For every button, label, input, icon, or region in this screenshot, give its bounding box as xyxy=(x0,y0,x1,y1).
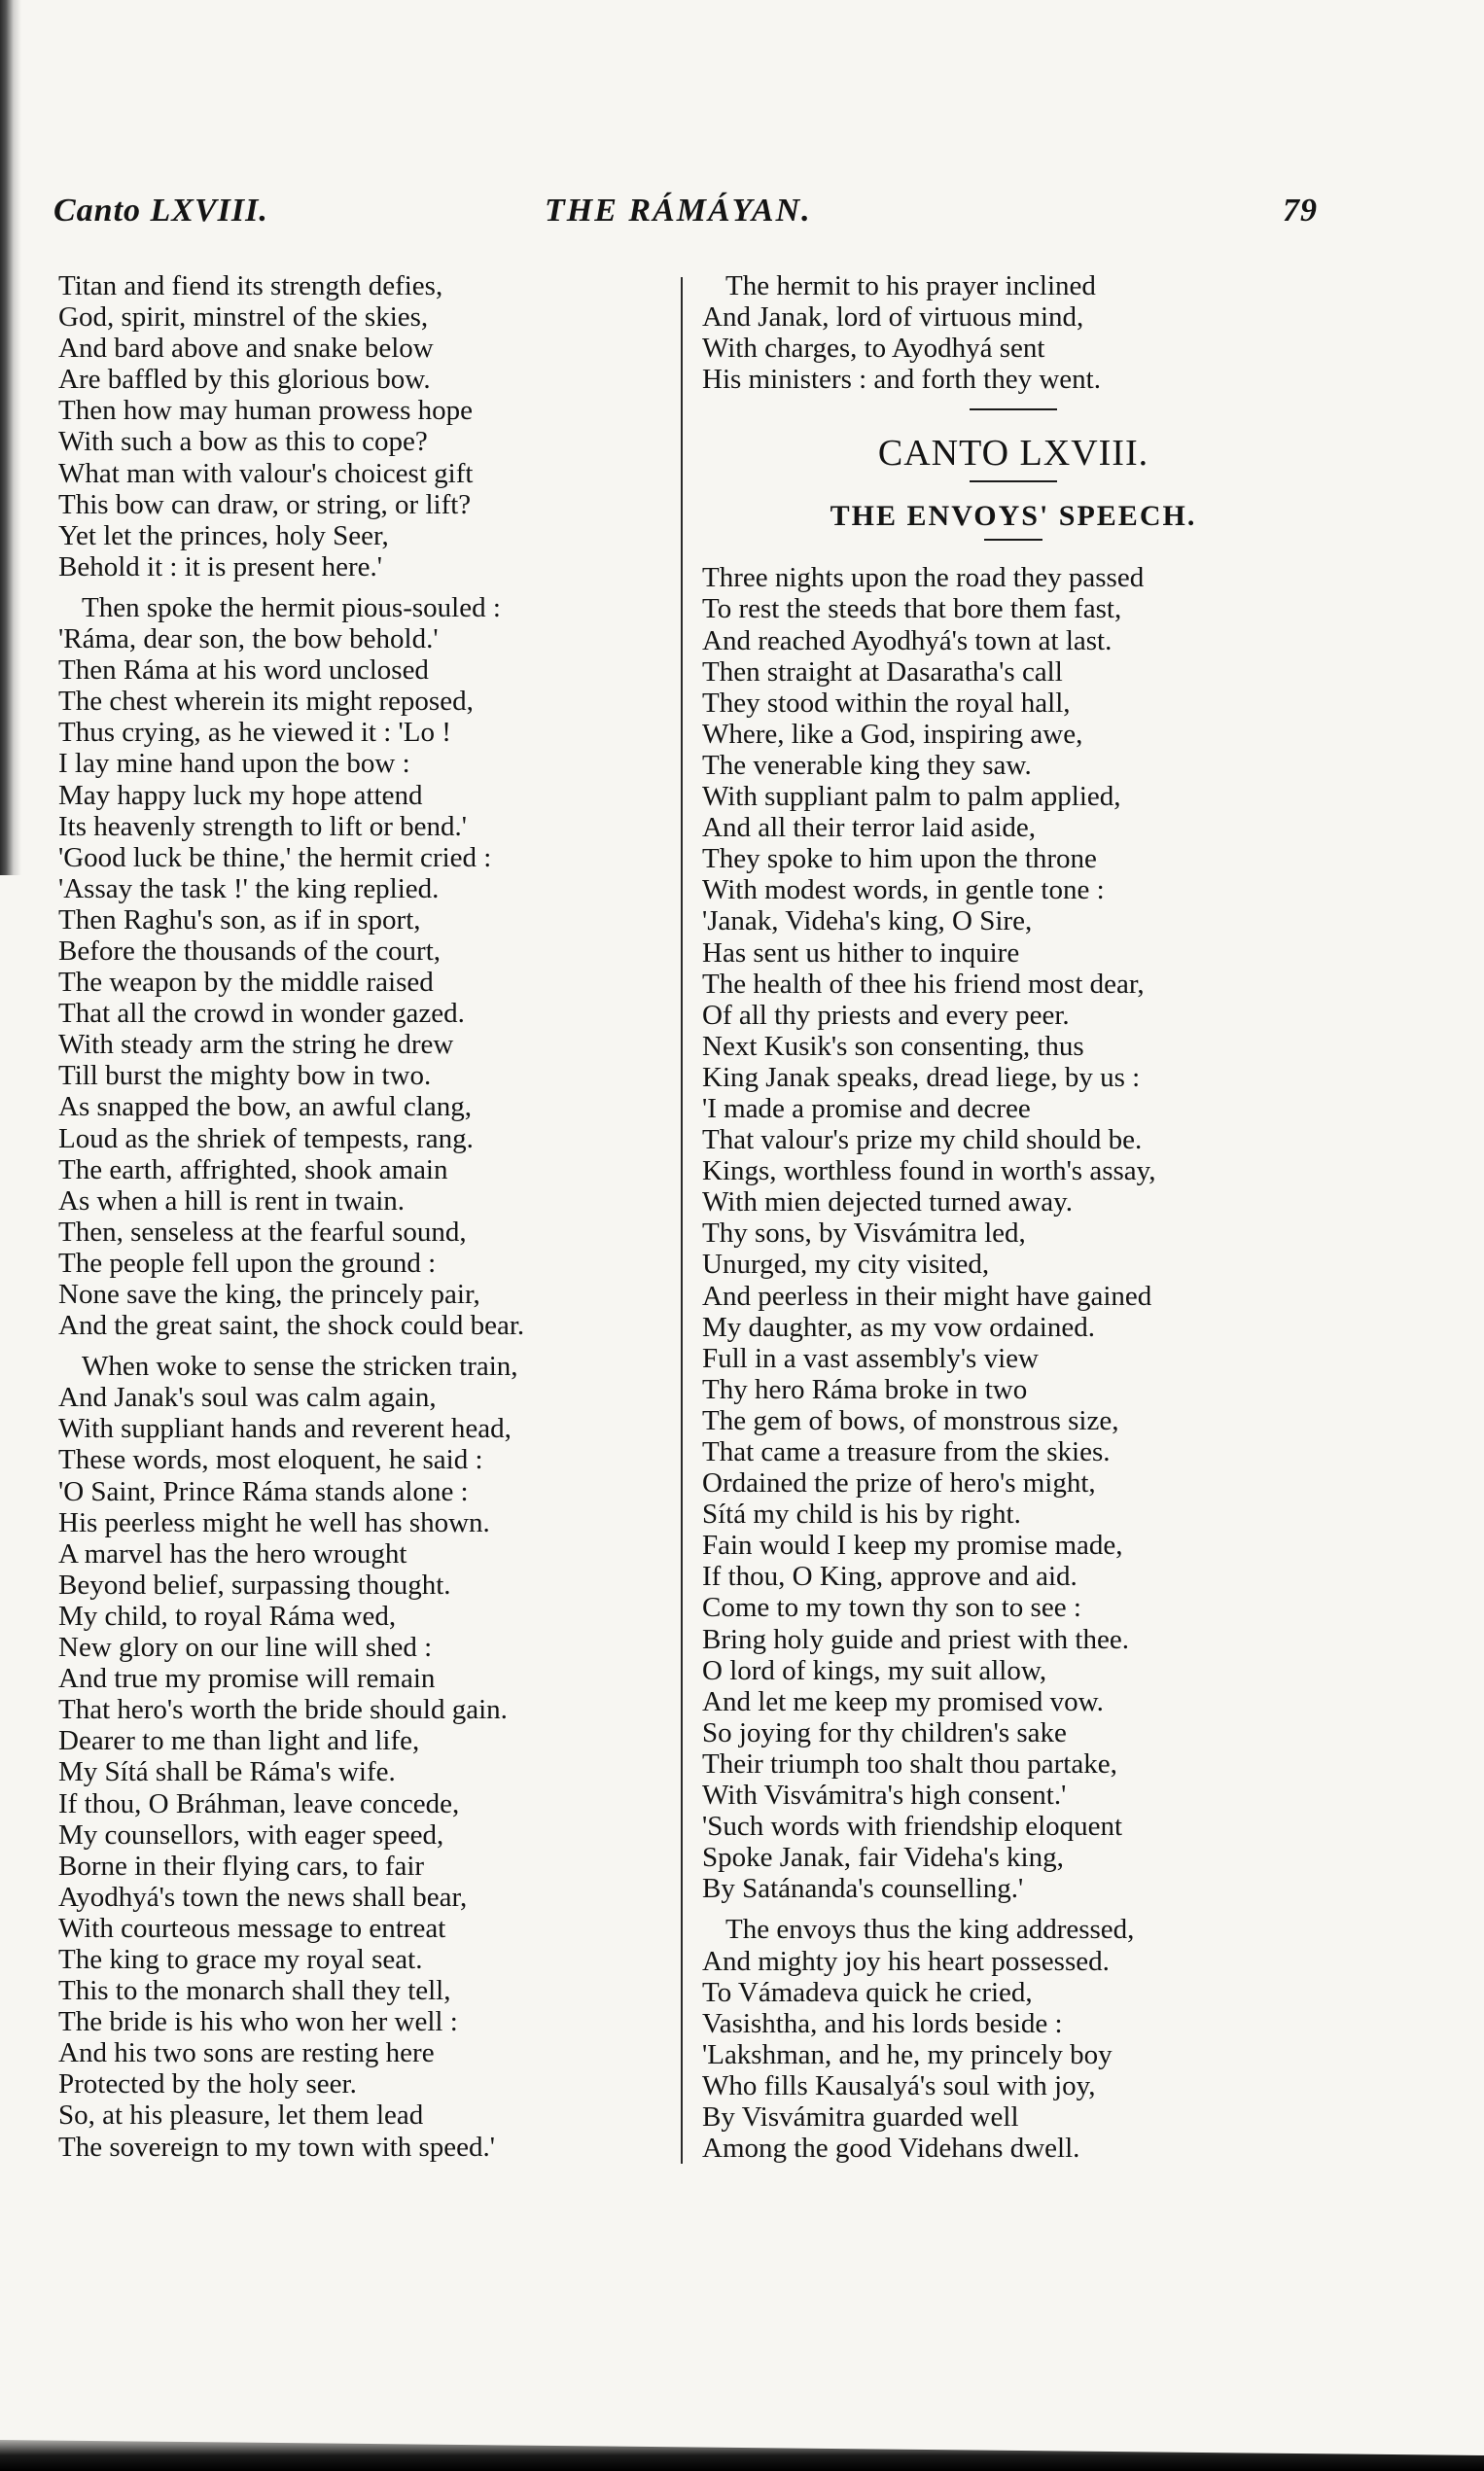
rule xyxy=(984,539,1042,541)
verse-line: God, spirit, minstrel of the skies, xyxy=(58,301,429,334)
verse-line: My Sítá shall be Ráma's wife. xyxy=(58,1756,396,1788)
verse-line: If thou, O King, approve and aid. xyxy=(702,1561,1078,1593)
verse-line: Are baffled by this glorious bow. xyxy=(58,364,431,396)
verse-line: Unurged, my city visited, xyxy=(702,1249,990,1281)
stanza xyxy=(58,1351,690,2162)
verse-line: And mighty joy his heart possessed. xyxy=(702,1945,1110,1977)
verse-line: That came a treasure from the skies. xyxy=(702,1436,1111,1467)
left-column xyxy=(58,270,690,2163)
verse-line: King Janak speaks, dread liege, by us : xyxy=(702,1061,1141,1093)
rule xyxy=(970,480,1057,482)
verse-line: The earth, affrighted, shook amain xyxy=(58,1153,448,1185)
verse-line: Till burst the mighty bow in two. xyxy=(58,1060,432,1092)
verse-line: Then Ráma at his word unclosed xyxy=(58,654,429,687)
verse-line: And true my promise will remain xyxy=(58,1663,436,1695)
verse-line: May happy luck my hope attend xyxy=(58,779,423,811)
verse-line: The venerable king they saw. xyxy=(702,749,1032,781)
stanza xyxy=(702,562,1325,1904)
stanza xyxy=(58,592,690,1341)
verse-line: This to the monarch shall they tell, xyxy=(58,1975,451,2007)
verse-line: The gem of bows, of monstrous size, xyxy=(702,1404,1119,1436)
verse-line: Kings, worthless found in worth's assay, xyxy=(702,1155,1156,1187)
verse-line: The king to grace my royal seat. xyxy=(58,1943,423,1975)
verse-line: Thy sons, by Visvámitra led, xyxy=(702,1218,1026,1250)
verse-line: The people fell upon the ground : xyxy=(58,1247,437,1279)
verse-line: And his two sons are resting here xyxy=(58,2037,435,2069)
verse-line: That all the crowd in wonder gazed. xyxy=(58,998,465,1030)
verse-line: By Satánanda's counselling.' xyxy=(702,1873,1024,1905)
verse-line: Borne in their flying cars, to fair xyxy=(58,1850,425,1882)
verse-line: Then straight at Dasaratha's call xyxy=(702,655,1063,688)
verse-line: Then spoke the hermit pious-souled : xyxy=(82,591,501,623)
verse-line: 'O Saint, Prince Ráma stands alone : xyxy=(58,1475,469,1507)
running-head-title: THE RÁMÁYAN. xyxy=(545,193,812,229)
verse-line: Has sent us hither to inquire xyxy=(702,936,1020,969)
verse-line: Fain would I keep my promise made, xyxy=(702,1530,1123,1562)
stanza xyxy=(702,270,1325,395)
verse-line: 'Ráma, dear son, the bow behold.' xyxy=(58,623,439,655)
verse-line: Yet let the princes, holy Seer, xyxy=(58,519,389,551)
binding-shadow xyxy=(0,0,21,875)
verse-line: With such a bow as this to cope? xyxy=(58,426,428,458)
verse-line: When woke to sense the stricken train, xyxy=(82,1351,518,1383)
verse-line: Ordained the prize of hero's might, xyxy=(702,1467,1096,1500)
verse-line: As snapped the bow, an awful clang, xyxy=(58,1091,472,1123)
verse-line: Who fills Kausalyá's soul with joy, xyxy=(702,2069,1096,2101)
verse-line: With courteous message to entreat xyxy=(58,1912,446,1944)
verse-line: With modest words, in gentle tone : xyxy=(702,874,1105,906)
verse-line: Its heavenly strength to lift or bend.' xyxy=(58,810,467,842)
verse-line: And all their terror laid aside, xyxy=(702,812,1037,844)
verse-line: If thou, O Bráhman, leave concede, xyxy=(58,1787,460,1819)
verse-line: That hero's worth the bride should gain. xyxy=(58,1694,508,1726)
verse-line: 'Assay the task !' the king replied. xyxy=(58,872,440,904)
verse-line: What man with valour's choicest gift xyxy=(58,457,474,489)
verse-line: To Vámadeva quick he cried, xyxy=(702,1976,1033,2008)
verse-line: Sítá my child is his by right. xyxy=(702,1499,1021,1531)
right-column xyxy=(702,270,1325,2164)
verse-line: 'Good luck be thine,' the hermit cried : xyxy=(58,841,492,873)
verse-line: His peerless might he well has shown. xyxy=(58,1506,490,1538)
verse-line: The chest wherein its might reposed, xyxy=(58,686,474,718)
verse-line: This bow can draw, or string, or lift? xyxy=(58,488,472,520)
verse-line: That valour's prize my child should be. xyxy=(702,1124,1143,1156)
stanza xyxy=(58,270,690,582)
verse-line: They stood within the royal hall, xyxy=(702,687,1071,719)
verse-line: 'Lakshman, and he, my princely boy xyxy=(702,2038,1113,2070)
verse-line: Where, like a God, inspiring awe, xyxy=(702,718,1083,750)
verse-line: Before the thousands of the court, xyxy=(58,935,442,967)
verse-line: Then, senseless at the fearful sound, xyxy=(58,1216,467,1248)
verse-line: Then Raghu's son, as if in sport, xyxy=(58,903,421,935)
verse-line: So, at his pleasure, let them lead xyxy=(58,2100,424,2132)
verse-line: With steady arm the string he drew xyxy=(58,1029,454,1061)
verse-line: The bride is his who won her well : xyxy=(58,2006,458,2038)
scan-edge-shadow xyxy=(0,2432,1484,2471)
verse-line: The sovereign to my town with speed.' xyxy=(58,2131,496,2163)
verse-line: His ministers : and forth they went. xyxy=(702,364,1101,396)
verse-line: Come to my town thy son to see : xyxy=(702,1592,1081,1624)
verse-line: Bring holy guide and priest with thee. xyxy=(702,1623,1129,1655)
verse-line: The weapon by the middle raised xyxy=(58,967,434,999)
verse-line: And bard above and snake below xyxy=(58,333,434,365)
verse-line: My child, to royal Ráma wed, xyxy=(58,1600,397,1632)
running-head-canto: Canto LXVIII. xyxy=(53,193,268,229)
verse-line: As when a hill is rent in twain. xyxy=(58,1184,406,1217)
verse-line: Ayodhyá's town the news shall bear, xyxy=(58,1881,468,1913)
verse-line: Then how may human prowess hope xyxy=(58,395,474,427)
verse-line: And peerless in their might have gained xyxy=(702,1280,1152,1312)
verse-line: Their triumph too shalt thou partake, xyxy=(702,1747,1117,1780)
verse-line: To rest the steeds that bore them fast, xyxy=(702,593,1122,625)
verse-line: Of all thy priests and every peer. xyxy=(702,999,1070,1031)
verse-line: Among the good Videhans dwell. xyxy=(702,2133,1080,2165)
verse-line: Spoke Janak, fair Videha's king, xyxy=(702,1842,1064,1874)
verse-line: 'Such words with friendship eloquent xyxy=(702,1811,1123,1843)
verse-line: With suppliant hands and reverent head, xyxy=(58,1413,512,1445)
verse-line: Vasishtha, and his lords beside : xyxy=(702,2007,1063,2039)
verse-line: Loud as the shriek of tempests, rang. xyxy=(58,1122,474,1154)
verse-line: And the great saint, the shock could bear. xyxy=(58,1310,525,1342)
verse-line: The envoys thus the king addressed, xyxy=(725,1914,1135,1946)
verse-line: The health of thee his friend most dear, xyxy=(702,968,1145,1000)
verse-line: Beyond belief, surpassing thought. xyxy=(58,1569,451,1601)
canto-title: CANTO LXVIII. xyxy=(877,433,1149,475)
verse-line: Protected by the holy seer. xyxy=(58,2068,357,2100)
verse-line: These words, most eloquent, he said : xyxy=(58,1444,483,1476)
verse-line: Thy hero Ráma broke in two xyxy=(702,1373,1028,1405)
verse-line: By Visvámitra guarded well xyxy=(702,2100,1019,2133)
verse-line: And reached Ayodhyá's town at last. xyxy=(702,624,1113,656)
verse-line: With charges, to Ayodhyá sent xyxy=(702,333,1045,365)
verse-line: With mien dejected turned away. xyxy=(702,1186,1074,1218)
verse-line: 'Janak, Videha's king, O Sire, xyxy=(702,905,1033,937)
verse-line: A marvel has the hero wrought xyxy=(58,1537,407,1570)
verse-line: The hermit to his prayer inclined xyxy=(725,270,1096,301)
verse-line: So joying for thy children's sake xyxy=(702,1716,1067,1748)
verse-line: Dearer to me than light and life, xyxy=(58,1725,420,1757)
section-title: THE ENVOYS' SPEECH. xyxy=(830,500,1197,533)
verse-line: Thus crying, as he viewed it : 'Lo ! xyxy=(58,717,451,749)
verse-line: O lord of kings, my suit allow, xyxy=(702,1654,1047,1686)
verse-line: And Janak's soul was calm again, xyxy=(58,1382,437,1414)
verse-line: My counsellors, with eager speed, xyxy=(58,1818,444,1851)
verse-line: Three nights upon the road they passed xyxy=(702,562,1145,594)
stanza xyxy=(702,1914,1325,2164)
verse-line: My daughter, as my vow ordained. xyxy=(702,1311,1095,1343)
verse-line: With Visvámitra's high consent.' xyxy=(702,1780,1067,1812)
verse-line: None save the king, the princely pair, xyxy=(58,1279,480,1310)
page-number: 79 xyxy=(1283,193,1318,229)
verse-line: Behold it : it is present here.' xyxy=(58,550,383,582)
verse-line: Titan and fiend its strength defies, xyxy=(58,270,443,301)
verse-line: And let me keep my promised vow. xyxy=(702,1685,1104,1717)
verse-line: Next Kusik's son consenting, thus xyxy=(702,1030,1084,1062)
verse-line: I lay mine hand upon the bow : xyxy=(58,748,410,780)
verse-line: New glory on our line will shed : xyxy=(58,1632,433,1664)
verse-line: And Janak, lord of virtuous mind, xyxy=(702,301,1084,334)
verse-line: With suppliant palm to palm applied, xyxy=(702,781,1121,813)
page-header xyxy=(53,193,1318,241)
verse-line: They spoke to him upon the throne xyxy=(702,843,1097,875)
verse-line: 'I made a promise and decree xyxy=(702,1092,1031,1124)
verse-line: Full in a vast assembly's view xyxy=(702,1342,1039,1374)
rule xyxy=(970,408,1057,410)
